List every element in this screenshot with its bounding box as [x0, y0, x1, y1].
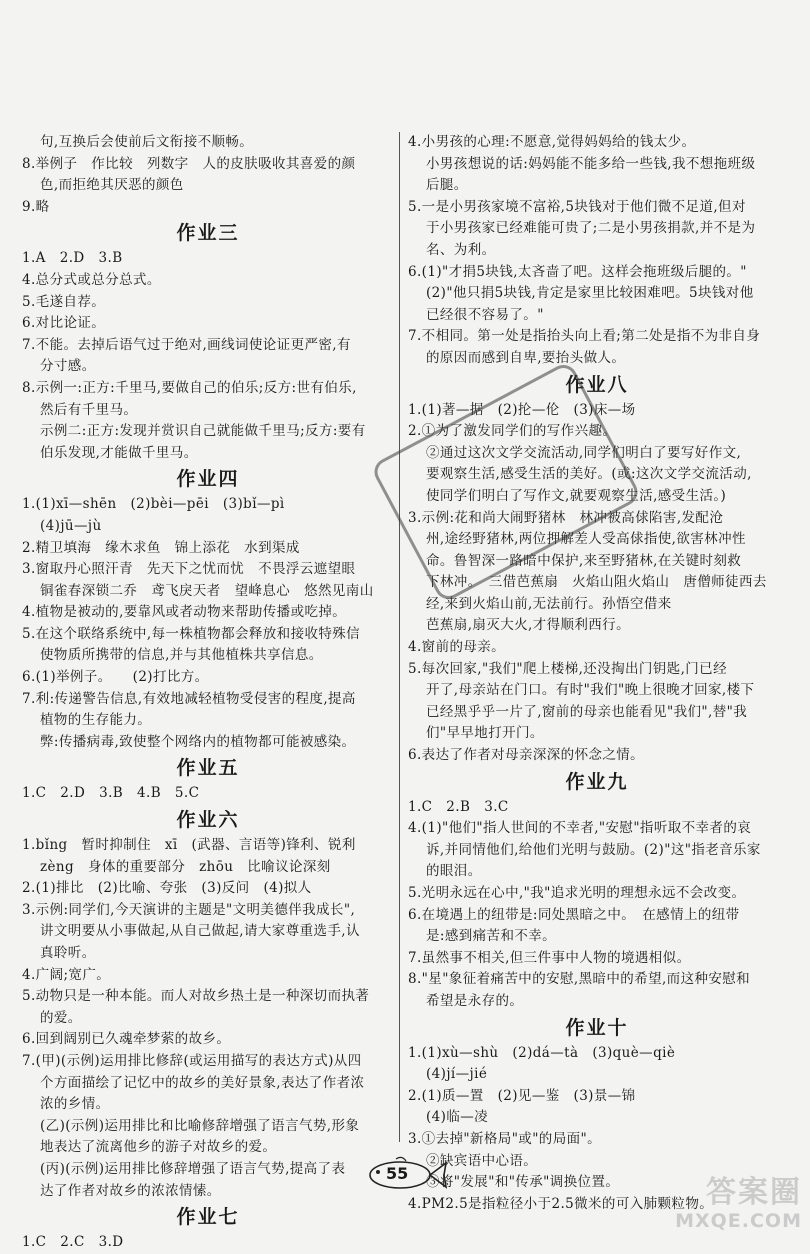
- answer-line: 5.一是小男孩家境不富裕,5块钱对于他们微不足道,但对: [408, 198, 746, 215]
- answer-line: (4)jū—jù: [40, 517, 102, 534]
- answer-line: 6.在境遇上的纽带是:同处黑暗之中。 在感情上的纽带: [408, 906, 740, 923]
- page-number: 55: [386, 1164, 409, 1183]
- answer-line: 4.PM2.5是指粒径小于2.5微米的可入肺颗粒物。: [408, 1195, 714, 1212]
- answer-line: 地表达了流离他乡的游子对故乡的爱。: [40, 1139, 277, 1156]
- answer-line: 命。鲁智深一路暗中保护,来至野猪林,在关键时刻救: [426, 552, 742, 569]
- answer-line: 5.毛遂自荐。: [22, 293, 106, 310]
- answer-line: ②通过这次文学交流活动,同学们明白了要写好作文,: [426, 444, 742, 461]
- section-heading: 作业六: [176, 809, 240, 832]
- section-heading: 作业七: [176, 1206, 240, 1229]
- answer-line: 2.精卫填海 缘木求鱼 锦上添花 水到渠成: [22, 539, 300, 556]
- answer-line: 6.回到阔别已久魂牵梦萦的故乡。: [22, 1031, 231, 1048]
- answer-line: 1.(1)著—据 (2)抡—伦 (3)床—场: [408, 401, 636, 418]
- answer-line: 2.①为了激发同学们的写作兴趣。: [408, 423, 617, 440]
- answer-line: 名、为利。: [426, 241, 496, 258]
- answer-line: 6.表达了作者对母亲深深的怀念之情。: [408, 747, 645, 764]
- answer-line: 4.植物是被动的,要靠风或者动物来帮助传播或吃掉。: [22, 604, 347, 621]
- answer-line: 3.示例:花和尚大闹野猪林 林冲被高俅陷害,发配沧: [408, 509, 724, 526]
- answer-line: 个方面描绘了记忆中的故乡的美好景象,表达了作者浓: [40, 1074, 365, 1091]
- answer-line: 8.举例子 作比较 列数字 人的皮肤吸收其喜爱的颜: [22, 155, 356, 172]
- answer-line: 9.略: [22, 198, 50, 215]
- answer-line: 1.A 2.D 3.B: [22, 250, 123, 267]
- answer-line: 8.示例一:正方:千里马,要做自己的伯乐;反方:世有伯乐,: [22, 379, 357, 396]
- answer-line: 4.小男孩的心理:不愿意,觉得妈妈给的钱太少。: [408, 134, 696, 150]
- answer-line: 色,而拒绝其厌恶的颜色: [40, 177, 184, 194]
- left-column: [22, 132, 394, 1254]
- answer-line: 5.每次回家,"我们"爬上楼梯,还没掏出门钥匙,门已经: [408, 660, 727, 677]
- answer-line: 已经黑乎乎一片了,窗前的母亲也能看见"我们",替"我: [426, 703, 748, 720]
- answer-line: (4)临—凌: [426, 1109, 489, 1126]
- page-footer: [360, 1153, 450, 1193]
- column-divider: [399, 132, 400, 1142]
- answer-line: 7.不能。去掉后语气过于绝对,画线词使论证更严密,有: [22, 336, 351, 353]
- answer-line: ②缺宾语中心语。: [426, 1152, 538, 1169]
- answer-line: 7.利:传递警告信息,有效地减轻植物受侵害的程度,提高: [22, 690, 356, 707]
- answer-line: 1.C 2.D 3.B 4.B 5.C: [22, 785, 200, 802]
- answer-line: 弊:传播病毒,致使整个网络内的植物都可能被感染。: [40, 733, 356, 750]
- answer-line: 小男孩想说的话:妈妈能不能多给一些钱,我不想拖班级: [426, 155, 756, 172]
- answer-line: 后腿。: [426, 177, 468, 194]
- answer-line: 4.广阔;宽广。: [22, 966, 111, 983]
- answer-line: 4.总分式或总分总式。: [22, 271, 161, 288]
- answer-line: (4)jí—jié: [426, 1066, 488, 1083]
- answer-line: (2)"他只捐5块钱,肯定是家里比较困难吧。5块钱对他: [426, 285, 754, 302]
- answer-line: 们"早早地打开门。: [426, 725, 544, 742]
- answer-line: 伯乐发现,才能做千里马。: [40, 444, 198, 461]
- answer-line: (丙)(示例)运用排比修辞增强了语言气势,提高了表: [40, 1160, 346, 1177]
- answer-line: ③将"发展"和"传承"调换位置。: [426, 1174, 620, 1191]
- section-heading: 作业十: [565, 1016, 629, 1039]
- answer-line: 分寸感。: [40, 358, 96, 375]
- section-heading: 作业五: [176, 757, 240, 780]
- answer-line: 然后有千里马。: [40, 401, 138, 418]
- answer-line: 1.(1)xī—shēn (2)bèi—pēi (3)bǐ—pì: [22, 496, 285, 513]
- answer-line: 希望是永存的。: [426, 992, 524, 1009]
- answer-line: 诉,并同情他们,给他们光明与鼓励。(2)"这"指老音乐家: [426, 841, 761, 858]
- answer-line: 7.虽然事不相关,但三件事中人物的境遇相似。: [408, 949, 691, 966]
- answer-line: 3.窗取丹心照汗青 先天下之忧而忧 不畏浮云遮望眼: [22, 561, 356, 578]
- answer-line: 的眼泪。: [426, 863, 482, 880]
- section-heading: 作业九: [565, 770, 629, 793]
- answer-line: 句,互换后会使前后文衔接不顺畅。: [40, 134, 254, 150]
- answer-line: 5.在这个联络系统中,每一株植物都会释放和接收特殊信: [22, 625, 361, 642]
- answer-line: 使同学们明白了写作文,就要观察生活,感受生活。): [426, 487, 727, 504]
- right-column: [408, 132, 786, 1215]
- section-heading: 作业八: [565, 373, 629, 396]
- answer-line: 开了,母亲站在门口。有时"我们"晚上很晚才回家,楼下: [426, 682, 755, 699]
- answer-line: 3.示例:同学们,今天演讲的主题是"文明美德伴我成长",: [22, 901, 356, 918]
- answer-line: 4.(1)"他们"指人世间的不幸者,"安慰"指听取不幸者的哀: [408, 820, 752, 837]
- answer-line: 2.(1)质—置 (2)见—鉴 (3)景—锦: [408, 1087, 636, 1104]
- answer-line: 下林冲。 三借芭蕉扇 火焰山阻火焰山 唐僧师徒西去: [426, 574, 767, 591]
- answer-line: 示例二:正方:发现并赏识自己就能做千里马;反方:要有: [40, 423, 366, 440]
- answer-line: 芭蕉扇,扇灭大火,才得顺利西行。: [426, 617, 630, 634]
- answer-line: 讲文明要从小事做起,从自己做起,请大家尊重选手,认: [40, 923, 360, 940]
- answer-line: 经,来到火焰山前,无法前行。孙悟空借来: [426, 595, 672, 612]
- section-heading: 作业四: [176, 468, 240, 491]
- answer-line: 6.(1)"才捐5块钱,太吝啬了吧。这样会拖班级后腿的。": [408, 263, 747, 280]
- answer-line: 6.(1)举例子。 (2)打比方。: [22, 669, 209, 686]
- answer-line: 是:感到痛苦和不幸。: [426, 928, 557, 945]
- answer-line: 1.C 2.B 3.C: [408, 798, 509, 815]
- answer-line: 1.C 2.C 3.D: [22, 1234, 124, 1251]
- watermark: [662, 1176, 802, 1232]
- answer-line: 于小男孩家已经难能可贵了;二是小男孩捐款,并不是为: [426, 220, 756, 237]
- answer-line: 7.不相同。第一处是指抬头向上看;第二处是指不为非自身: [408, 328, 761, 345]
- answer-line: 5.光明永远在心中,"我"追求光明的理想永远不会改变。: [408, 885, 746, 901]
- answer-line: 1.bǐng 暂时抑制住 xī (武器、言语等)锋利、锐利: [22, 837, 356, 854]
- answer-line: 植物的生存能力。: [40, 712, 152, 729]
- answer-line: 4.窗前的母亲。: [408, 639, 506, 656]
- section-heading: 作业三: [176, 222, 240, 245]
- answer-line: 7.(甲)(示例)运用排比修辞(或运用描写的表达方式)从四: [22, 1052, 362, 1069]
- answer-line: 要观察生活,感受生活的美好。(或:这次文学交流活动,: [426, 466, 752, 483]
- answer-line: 的原因而感到自卑,要抬头做人。: [426, 349, 626, 366]
- answer-line: 州,途经野猪林,两位押解差人受高俅指使,欲害林冲性: [426, 531, 746, 548]
- answer-line: 的爱。: [40, 1009, 82, 1026]
- answer-line: 3.①去掉"新格局"或"的局面"。: [408, 1130, 602, 1147]
- answer-line: 达了作者对故乡的浓浓情愫。: [40, 1182, 221, 1199]
- answer-line: 1.(1)xù—shù (2)dá—tà (3)què—qiè: [408, 1044, 676, 1061]
- answer-line: 已经很不容易了。": [426, 306, 544, 323]
- answer-line: 6.对比论证。: [22, 315, 106, 332]
- answer-line: (乙)(示例)运用排比和比喻修辞增强了语言气势,形象: [40, 1117, 360, 1134]
- watermark-logo-text: 答案圈: [706, 1175, 802, 1210]
- answer-line: zèng 身体的重要部分 zhōu 比喻议论深刻: [40, 858, 331, 875]
- answer-line: 8."星"象征着痛苦中的安慰,黑暗中的希望,而这种安慰和: [408, 971, 751, 988]
- answer-line: 真聆听。: [40, 945, 96, 961]
- watermark-url: MXQE.COM: [675, 1210, 802, 1232]
- answer-line: 5.动物只是一种本能。而人对故乡热土是一种深切而执著: [22, 988, 370, 1005]
- answer-line: 使物质所携带的信息,并与其他植株共享信息。: [40, 647, 323, 664]
- answer-line: 铜雀春深锁二乔 鸢飞戾天者 望峰息心 悠然见南山: [40, 582, 374, 599]
- answer-line: 2.(1)排比 (2)比喻、夸张 (3)反问 (4)拟人: [22, 880, 312, 897]
- answer-line: 浓的乡情。: [40, 1096, 110, 1113]
